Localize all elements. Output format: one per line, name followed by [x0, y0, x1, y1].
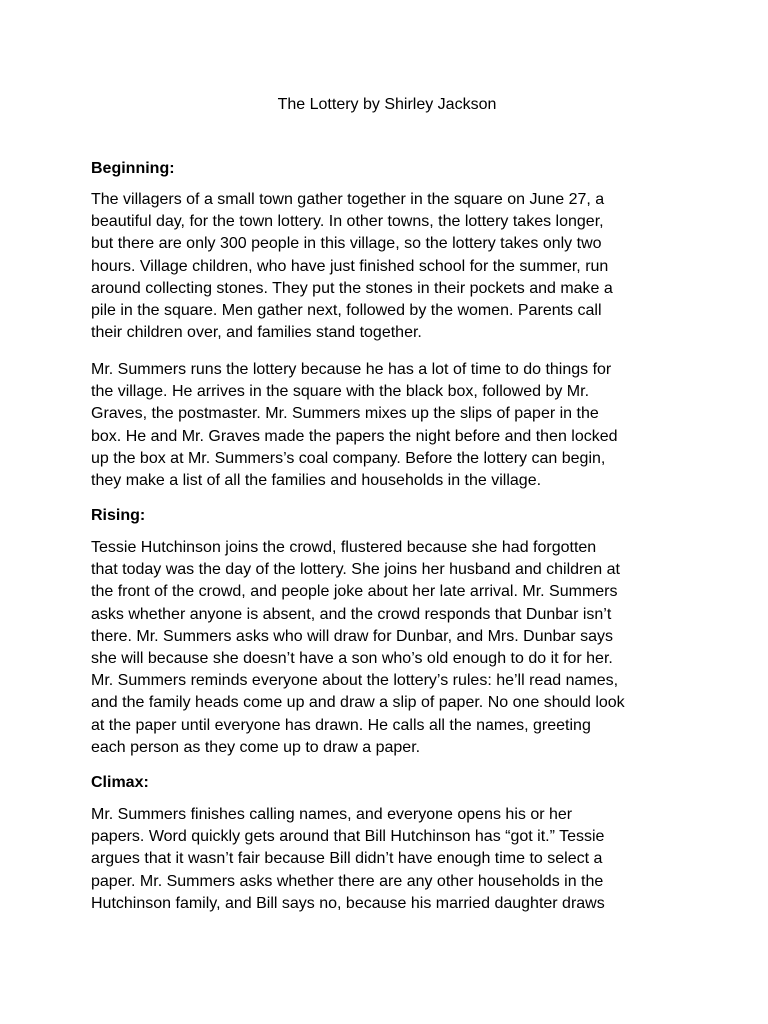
paragraph-beginning-2: Mr. Summers runs the lottery because he has a lot of time to do things for the village. He arrives in the square with the black box, followed by Mr. Graves, the postmaster. Mr. Summers mixes up the slips of paper in the box. He and Mr. Graves made the papers the night before and then locked up the box at Mr. Summers’s coal company. Before the lottery can begin, they make a list of all the families and households in the village.	[91, 361, 618, 490]
document-title: The Lottery by Shirley Jackson	[277, 96, 497, 113]
section-heading-beginning: Beginning:	[91, 160, 175, 177]
section-heading-rising: Rising:	[91, 507, 146, 524]
paragraph-climax-1: Mr. Summers finishes calling names, and everyone opens his or her papers. Word quickly gets around that Bill Hutchinson has “got it.” Tessie argues that it wasn’t fair because Bill didn’t have enough time to select a paper. Mr. Summers asks whether there are any other households in the Hutchinson family, and Bill says no, because his married daughter draws	[91, 806, 605, 912]
paragraph-rising-1: Tessie Hutchinson joins the crowd, flustered because she had forgotten that today was the day of the lottery. She joins her husband and children at the front of the crowd, and people joke about her late arrival. Mr. Summers asks whether anyone is absent, and the crowd responds that Dunbar isn’t there. Mr. Summers asks who will draw for Dunbar, and Mrs. Dunbar says she will because she doesn’t have a son who’s old enough to do it for her. Mr. Summers reminds everyone about the lottery’s rules: he’ll read names, and the family heads come up and draw a slip of paper. No one should look at the paper until everyone has drawn. He calls all the names, greeting each person as they come up to draw a paper.	[91, 539, 625, 756]
section-heading-climax: Climax:	[91, 774, 149, 791]
paragraph-beginning-1: The villagers of a small town gather together in the square on June 27, a beautiful day, for the town lottery. In other towns, the lottery takes longer, but there are only 300 people in this village, so the lottery takes only two hours. Village children, who have just finished school for the summer, run around collecting stones. They put the stones in their pockets and make a pile in the square. Men gather next, followed by the women. Parents call their children over, and families stand together.	[91, 191, 613, 342]
